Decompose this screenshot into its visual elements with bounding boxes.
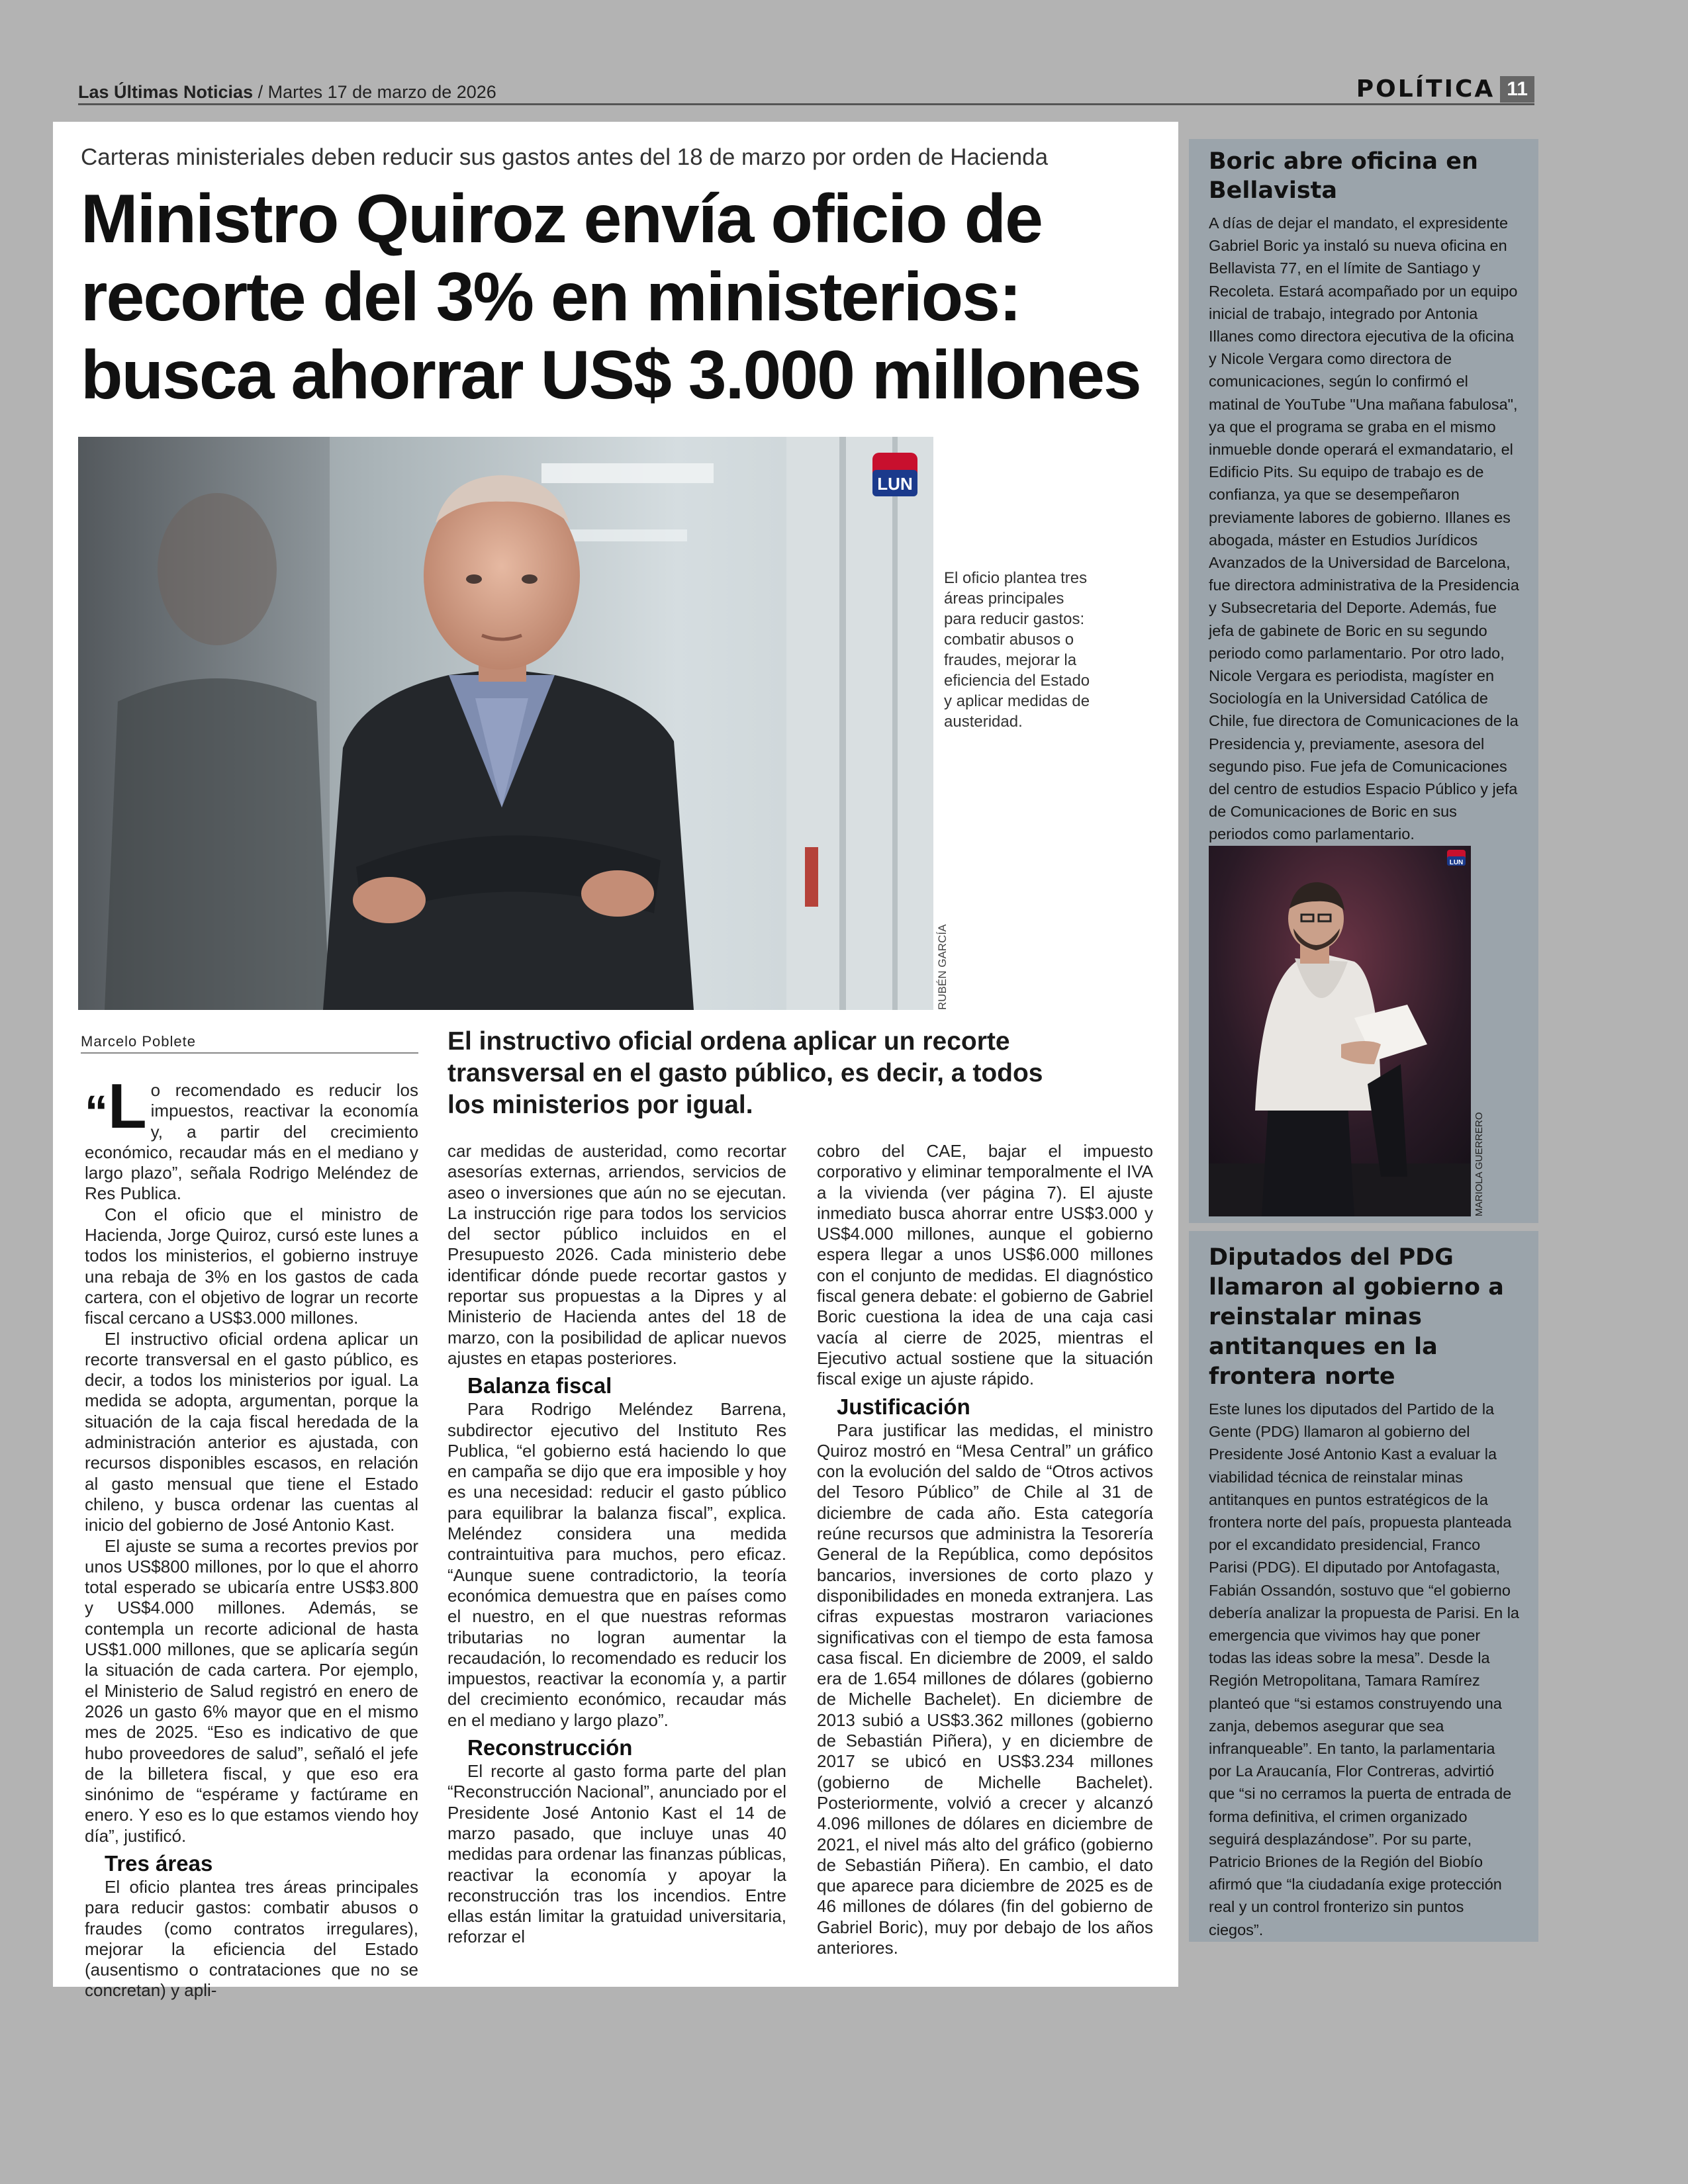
page-number: 11 [1500,76,1534,103]
article-column-2 [447,1141,786,1948]
sidebar-photo-credit-text: MARIOLA GUERRERO [1474,1112,1485,1216]
newspaper-name: Las Últimas Noticias [78,82,254,102]
paragraph: car medidas de austeridad, como recortar asesorías externas, arriendos, servicios de aseo o inversiones que aún no se ejecutan. La instrucción rige para todos los servicios del sector público incluidos en el Presupuesto 2026. Cada ministerio debe identificar dónde puede recortar gastos y reportar sus propuestas a la Dipres y al Ministerio de Hacienda antes del 18 de marzo, con la posibilidad de aplicar nuevos ajustes en etapas posteriores. [447,1141,786,1368]
subhead-tres-areas: Tres áreas [105,1850,213,1876]
paragraph: Para Rodrigo Meléndez Barrena, subdirector ejecutivo del Instituto Res Publica, “el gobierno está haciendo lo que en campaña se dijo que era imposible y hoy es una necesidad: reducir el gasto público para equilibrar la balanza fiscal”, explica. Meléndez considera una medida contraintuitiva para muchos, pero eficaz. “Aunque suene contradictorio, la teoría económica demuestra que en países como el nuestro, en el que nuestras reformas tributarias no logran aumentar la recaudación, lo recomendado es reducir los impuestos, reactivar la economía y, a partir del crecimiento económico, recaudar más en el mediano y largo plazo”. [447,1399,786,1730]
article-deck: El instructivo oficial ordena aplicar un recorte transversal en el gasto público, es decir, a todos los ministerios por igual. [447,1027,1043,1119]
paragraph: El oficio plantea tres áreas principales para reducir gastos: combatir abusos o fraudes (como contratos irregulares), mejorar la eficiencia del Estado (ausentismo o contrataciones que no se concretan) y apli- [85,1876,418,2001]
subhead-justificacion: Justificación [837,1394,970,1419]
sidebar2-title: Diputados del PDG llamaron al gobierno a reinstalar minas antitanques en la frontera norte [1209,1244,1504,1390]
paragraph: Para justificar las medidas, el ministro Quiroz mostró en “Mesa Central” un gráfico con la evolución del saldo de “Otros activos del Tesoro Público” de Chile al 31 de diciembre de cada año. Esta categoría reúne recursos que administra la Tesorería General de la República, como depósitos bancarios, inversiones de corto plazo y disponibilidades en moneda extranjera. Las cifras expuestas mostraron variaciones significativas con el tiempo de esta famosa casa fiscal. En diciembre de 2009, el saldo era de 1.654 millones de dólares (gobierno de Michelle Bachelet). En diciembre de 2013 subió a US$3.362 millones (gobierno de Sebastián Piñera), y en diciembre de 2017 se ubicó en US$3.234 millones (gobierno de Michelle Bachelet). Posteriormente, volvió a crecer y alcanzó 4.096 millones de dólares en diciembre de 2021, el nivel más alto del gráfico (gobierno de Sebastián Piñera). En cambio, el dato que aparece para diciembre de 2025 es de 46 millones de dólares (fin del gobierno de Gabriel Boric), muy por debajo de los años anteriores. [817,1420,1153,1958]
sidebar1-text: A días de dejar el mandato, el expresidente Gabriel Boric ya instaló su nueva oficina en Bellavista 77, en el límite de Santiago y Recoleta. Estará acompañado por un equipo inicial de trabajo, integrado por Antonia Illanes como directora ejecutiva de la oficina y Nicole Vergara como directora de comunicaciones, según lo confirmó el matinal de YouTube "Una mañana fabulosa", ya que el programa se graba en el mismo inmueble donde operará el exmandatario, el Edificio Pits. Su equipo de trabajo es de confianza, ya que se desempeñaron previamente labores de gobierno. Illanes es abogada, máster en Estudios Jurídicos Avanzados de la Universidad de Barcelona, fue directora administrativa de la Presidencia y Subsecretaria del Deporte. Además, fue jefa de gabinete de Boric en su segundo periodo como parlamentario. Por otro lado, Nicole Vergara es periodista, magíster en Sociología en la Universidad Católica de Chile, fue directora de Comunicaciones de la Presidencia y, previamente, asesora del segundo piso. Fue jefa de Comunicaciones del centro de estudios Espacio Público y jefa de Comunicaciones de Boric en sus periodos como parlamentario. [1209,214,1519,843]
article-column-3 [817,1141,1153,1958]
paragraph: El ajuste se suma a recortes previos por unos US$800 millones, por lo que el ahorro total esperado se ubicaría entre US$3.800 y US$4.000 millones. Además, se contempla un recorte adicional de hasta US$1.000 millones, que se aplicaría según la situación de cada cartera. Por ejemplo, el Ministerio de Salud registró en enero de 2026 un gasto 6% mayor que en el mismo mes de 2025. “Eso es indicativo de que hubo proveedores de salud”, señaló el jefe de la billetera fiscal, y que eso era sinónimo de “espérame y factúrame en enero. Y eso es lo que estamos viendo hoy día”, justificó. [85,1535,418,1846]
issue-date: / Martes 17 de marzo de 2026 [253,82,496,102]
opening-paragraph: “L o recomendado es reducir los impuestos, reactivar la economía y, a partir del crecimiento económico, recaudar más en el mediano y largo plazo”, señala Rodrigo Meléndez de Res Publica. [85,1071,418,1204]
article-headline: Ministro Quiroz envía oficio de recorte del 3% en ministerios: busca ahorrar US$ 3.000 millones [81,181,1141,414]
sidebar-divider [1189,1223,1538,1231]
subhead-reconstruccion: Reconstrucción [467,1735,633,1760]
sidebar1-photo [1209,846,1471,1216]
sidebar1-title: Boric abre oficina en Bellavista [1209,148,1478,204]
quote-mark: “ [85,1086,108,1138]
header-rule [78,103,1534,105]
lun-logo-icon [872,453,917,496]
article-photo [78,437,933,1010]
article-kicker: Carteras ministeriales deben reducir sus gastos antes del 18 de marzo por orden de Hacienda [81,144,1049,170]
article-column-1 [85,1071,418,2001]
sidebar2-text: Este lunes los diputados del Partido de la Gente (PDG) llamaron al gobierno del Presidente José Antonio Kast a evaluar la viabilidad técnica de reinstalar minas antitanques en puntos estratégicos de la frontera norte del país, propuesta planteada por el excandidato presidencial, Franco Parisi (PDG). El diputado por Antofagasta, Fabián Ossandón, sostuvo que “el gobierno debería analizar la propuesta de Parisi. En la emergencia que vivimos hay que poner todas las ideas sobre la mesa”. Desde la Región Metropolitana, Tamara Ramírez planteó que “si estamos construyendo una zanja, debemos asegurar que sea infranqueable”. En tanto, la parlamentaria por La Araucanía, Flor Contreras, advirtió que “si no cerramos la puerta de entrada de forma definitiva, el crimen organizado seguirá desplazándose”. Por su parte, Patricio Briones de la Región del Biobío afirmó que “la ciudadanía exige protección real y un control fronterizo sin puntos ciegos”. [1209,1400,1519,1938]
photo-credit [936,924,952,1010]
paragraph: Con el oficio que el ministro de Hacienda, Jorge Quiroz, cursó este lunes a todos los ministerios, el gobierno instruye una rebaja de 3% en los gastos de cada cartera, con el objetivo de lograr un recorte fiscal cercano a US$3.000 millones. [85,1204,418,1328]
photo-logo-text: LUN [877,474,913,494]
section-name: POLÍTICA [1356,75,1495,103]
paragraph: El recorte al gasto forma parte del plan “Reconstrucción Nacional”, anunciado por el Presidente José Antonio Kast el 14 de marzo pasado, que incluye unas 40 medidas para ordenar las finanzas públicas, reactivar la economía y apoyar la reconstrucción tras los incendios. Entre ellas están limitar la gratuidad universitaria, reforzar el [447,1761,786,1947]
photo-caption: El oficio plantea tres áreas principales para reducir gastos: combatir abusos o fraudes, mejorar la eficiencia del Estado y aplicar medidas de austeridad. [944,569,1090,731]
sidebar-logo-text: LUN [1449,859,1464,866]
dropcap: “L [85,1071,147,1142]
paragraph: El instructivo oficial ordena aplicar un recorte transversal en el gasto público, es decir, a todos los ministerios por igual. La medida se adopta, argumentan, porque la situación de la caja fiscal heredada de la administración anterior es ajustada, con recursos disponibles escasos, en relación al gasto mensual que tiene el Estado chileno, y busca ordenar las cuentas al inicio del gobierno de José Antonio Kast. [85,1328,418,1535]
section-header [1356,75,1534,103]
byline: Marcelo Poblete [81,1033,196,1050]
photo-credit-text: RUBÉN GARCÍA [936,924,949,1010]
sidebar-lun-logo-icon [1447,850,1466,866]
paragraph: cobro del CAE, bajar el impuesto corporativo y eliminar temporalmente el IVA a la vivienda (ver página 7). El ajuste inmediato busca ahorrar entre US$3.000 y US$4.000 millones, aunque el gobierno espera llegar a unos US$6.000 millones con el conjunto de medidas. El diagnóstico fiscal genera debate: el gobierno de Gabriel Boric cuestiona la idea de una caja casi vacía al cierre de 2025, mientras el Ejecutivo actual sostiene que la situación fiscal exige un ajuste rápido. [817,1141,1153,1389]
subhead-balanza-fiscal: Balanza fiscal [467,1373,612,1398]
sidebar-photo-credit [1474,1113,1487,1216]
byline-rule [81,1052,418,1054]
masthead-newspaper-date [78,82,496,103]
